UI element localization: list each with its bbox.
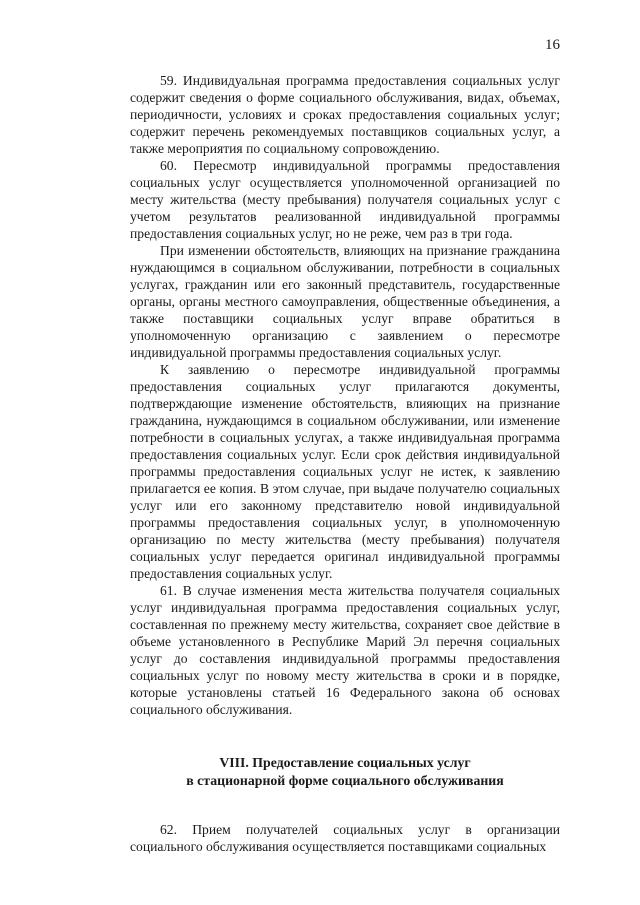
paragraph-59: 59. Индивидуальная программа предоставления социальных услуг содержит сведения о форме социального обслуживания, видах, объемах, периодичности, условиях и сроках предоставления социальных услуг; содержит перечень рекомендуемых поставщиков социальных услуг, а также мероприятия по социальному сопровождению. [130, 73, 560, 156]
section-heading-line-1: VIII. Предоставление социальных услуг [219, 755, 471, 770]
page-number: 16 [545, 37, 560, 53]
paragraph-60: 60. Пересмотр индивидуальной программы предоставления социальных услуг осуществляется уполномоченной организацией по месту жительства (месту пребывания) получателя социальных услуг с учетом результатов реализованной индивидуальной программы предоставления социальных услуг, но не реже, чем раз в три года. [130, 158, 560, 241]
section-heading [130, 754, 560, 790]
paragraph-60-documents: К заявлению о пересмотре индивидуальной программы предоставления социальных услуг прилагаются документы, подтверждающие изменение обстоятельств, влияющих на признание гражданина, нуждающимся в социальном обслуживании, или изменение потребности в социальных услугах, а также индивидуальная программа предоставления социальных услуг. Если срок действия индивидуальной программы предоставления социальных услуг не истек, к заявлению прилагается ее копия. В этом случае, при выдаче получателю социальных услуг или его законному представителю новой индивидуальной программы предоставления социальных услуг, в уполномоченную организацию по месту жительства (месту пребывания) получателя социальных услуг передается оригинал индивидуальной программы предоставления социальных услуг. [130, 362, 560, 581]
document-body [130, 72, 560, 855]
paragraph-61: 61. В случае изменения места жительства получателя социальных услуг индивидуальная программа предоставления социальных услуг, составленная по прежнему месту жительства, сохраняет свое действие в объеме установленного в Республике Марий Эл перечня социальных услуг до составления индивидуальной программы предоставления социальных услуг по новому месту жительства в сроки и в порядке, которые установлены статьей 16 Федерального закона об основах социального обслуживания. [130, 583, 560, 717]
paragraph-60-continued: При изменении обстоятельств, влияющих на признание гражданина нуждающимся в социальном обслуживании, потребности в социальных услугах, гражданин или его законный представитель, государственные органы, органы местного самоуправления, общественные объединения, а также поставщики социальных услуг вправе обратиться в уполномоченную организацию с заявлением о пересмотре индивидуальной программы предоставления социальных услуг. [130, 243, 560, 360]
paragraph-62: 62. Прием получателей социальных услуг в организации социального обслуживания осуществляется поставщиками социальных [130, 822, 560, 854]
section-heading-line-2: в стационарной форме социального обслуживания [186, 773, 504, 788]
